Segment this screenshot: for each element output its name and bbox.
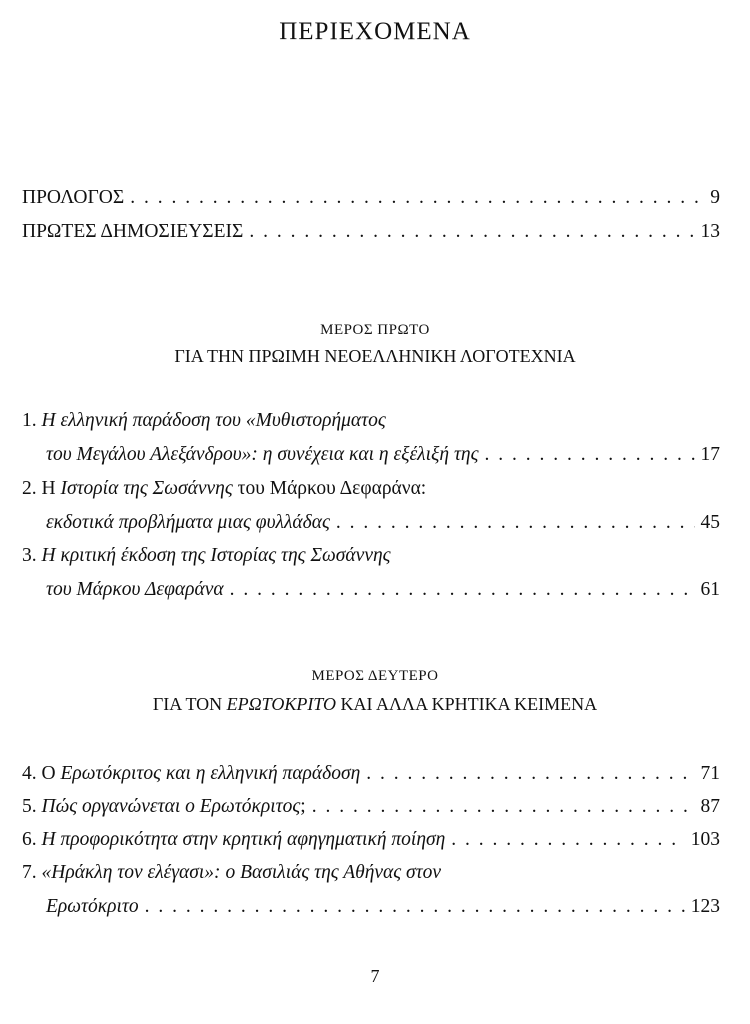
toc-entry-ch4[interactable] — [22, 759, 720, 789]
dot-leader — [130, 183, 704, 213]
toc-entry-first-publications[interactable] — [22, 217, 720, 247]
toc-entry-page: 71 — [700, 763, 720, 784]
part-two-title-b: ΕΡΩΤΟΚΡΙΤΟ — [226, 694, 336, 714]
toc-entry-ch3-line2[interactable] — [22, 575, 720, 605]
chapter-title — [22, 825, 445, 855]
dot-leader — [366, 759, 694, 789]
chapter-title-text: Η προφορικότητα στην κρητική αφηγηματική ποίηση — [41, 829, 446, 850]
chapter-title-b: ο Βασιλιάς της Αθήνας στον — [225, 862, 442, 883]
dot-leader — [230, 575, 695, 605]
part-two-title-a: ΓΙΑ ΤΟΝ — [152, 694, 227, 714]
dot-leader — [451, 825, 684, 855]
toc-entry-ch7-line1[interactable] — [22, 858, 720, 888]
chapter-number: 5. — [22, 796, 37, 817]
toc-entry-ch1-line1[interactable] — [22, 406, 720, 436]
chapter-number: 7. — [22, 862, 37, 883]
page-title: ΠΕΡΙΕΧΟΜΕΝΑ — [279, 18, 471, 45]
chapter-title-b: Ερωτόκριτος — [60, 763, 162, 784]
chapter-title-cont: Ερωτόκριτο — [46, 896, 139, 917]
chapter-title-a: Η κριτική έκδοση της — [41, 545, 211, 566]
part-one-label: ΜΕΡΟΣ ΠΡΩΤΟ — [320, 322, 430, 338]
chapter-title-c: ; — [300, 796, 306, 817]
toc-entry-page: 87 — [700, 796, 720, 817]
chapter-number: 2. — [22, 478, 37, 499]
toc-entry-ch7-line2[interactable] — [22, 892, 720, 922]
dot-leader — [336, 508, 695, 538]
toc-entry-page: 17 — [700, 444, 720, 465]
chapter-title-b: Ιστορία της Σωσάννης — [60, 478, 233, 499]
chapter-title: Η ελληνική παράδοση του «Μυθιστορήματος — [41, 410, 386, 431]
toc-entry-label: ΠΡΩΤΕΣ ΔΗΜΟΣΙΕΥΣΕΙΣ — [22, 221, 244, 242]
chapter-title — [22, 759, 360, 789]
chapter-title — [22, 792, 306, 822]
part-one-title: ΓΙΑ ΤΗΝ ΠΡΩΙΜΗ ΝΕΟΕΛΛΗΝΙΚΗ ΛΟΓΟΤΕΧΝΙΑ — [174, 346, 576, 366]
chapter-title-a: Ο — [41, 763, 61, 784]
chapter-title-cont: εκδοτικά προβλήματα μιας φυλλάδας — [46, 512, 330, 533]
toc-entry-ch1-line2[interactable] — [22, 440, 720, 470]
part-two-title — [0, 694, 750, 715]
page-number: 7 — [370, 966, 380, 986]
chapter-title-a: Πώς οργανώνεται ο — [41, 796, 200, 817]
chapter-number: 3. — [22, 545, 37, 566]
chapter-title-a: Η — [41, 478, 61, 499]
part-two-title-c: ΚΑΙ ΑΛΛΑ ΚΡΗΤΙΚΑ ΚΕΙΜΕΝΑ — [336, 694, 598, 714]
dot-leader — [312, 792, 695, 822]
toc-entry-ch3-line1[interactable] — [22, 541, 720, 571]
chapter-title-c: του Μάρκου Δεφαράνα: — [232, 478, 427, 499]
toc-entry-page: 9 — [710, 187, 720, 208]
toc-entry-ch2-line2[interactable] — [22, 508, 720, 538]
chapter-number: 1. — [22, 410, 37, 431]
toc-entry-page: 45 — [700, 512, 720, 533]
chapter-title-a: «Ηράκλη τον ελέγασι»: — [41, 862, 226, 883]
dot-leader — [249, 217, 694, 247]
toc-entry-page: 13 — [700, 221, 720, 242]
chapter-title-cont: του Μεγάλου Αλεξάνδρου»: η συνέχεια και η εξέλιξή της — [46, 444, 479, 465]
chapter-title-b: Ερωτόκριτος — [199, 796, 301, 817]
chapter-title-cont: του Μάρκου Δεφαράνα — [46, 579, 224, 600]
toc-entry-page: 123 — [690, 896, 720, 917]
toc-entry-ch2-line1[interactable] — [22, 474, 720, 504]
chapter-number: 6. — [22, 829, 37, 850]
toc-entry-prologue[interactable] — [22, 183, 720, 213]
toc-entry-ch6[interactable] — [22, 825, 720, 855]
chapter-title-c: και η ελληνική παράδοση — [161, 763, 361, 784]
chapter-title-b: Ιστορίας της Σωσάννης — [210, 545, 391, 566]
toc-entry-page: 103 — [690, 829, 720, 850]
part-two-label: ΜΕΡΟΣ ΔΕΥΤΕΡΟ — [311, 668, 439, 684]
chapter-number: 4. — [22, 763, 37, 784]
toc-entry-label: ΠΡΟΛΟΓΟΣ — [22, 187, 125, 208]
toc-entry-page: 61 — [700, 579, 720, 600]
dot-leader — [485, 440, 695, 470]
dot-leader — [145, 892, 685, 922]
toc-entry-ch5[interactable] — [22, 792, 720, 822]
